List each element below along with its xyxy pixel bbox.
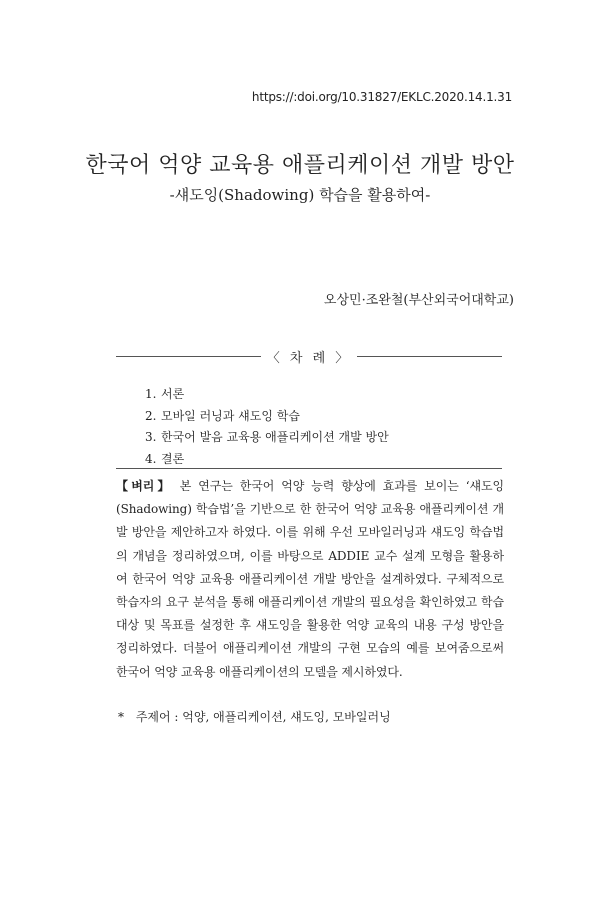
toc-list	[145, 384, 389, 470]
authors: 오상민·조완철(부산외국어대학교)	[323, 293, 514, 308]
toc-label: 〈 차 례 〉	[266, 351, 352, 366]
toc-item-text: 한국어 발음 교육용 애플리케이션 개발 방안	[161, 430, 389, 444]
doi-link[interactable]: https://:doi.org/10.31827/EKLC.2020.14.1.31	[251, 90, 512, 104]
paper-title: 한국어 억양 교육용 애플리케이션 개발 방안	[85, 153, 515, 178]
keywords-label: 주제어 :	[135, 710, 179, 724]
keywords-star: *	[118, 710, 124, 724]
toc-header	[116, 347, 502, 366]
toc-item-text: 모바일 러닝과 섀도잉 학습	[161, 408, 300, 423]
abstract-tag: 【벼리】	[116, 479, 173, 493]
toc-item	[145, 427, 389, 449]
toc-rule-left	[116, 356, 261, 357]
keywords	[118, 708, 391, 725]
toc-bottom-rule	[116, 468, 502, 469]
toc-rule-right	[357, 356, 502, 357]
toc-item-number: 2.	[145, 408, 157, 423]
paper-subtitle: -섀도잉(Shadowing) 학습을 활용하여-	[169, 186, 431, 204]
toc-item	[145, 384, 389, 406]
toc-item-number: 4.	[145, 451, 157, 466]
toc-item-text: 서론	[161, 387, 185, 401]
toc-item-number: 3.	[145, 430, 157, 444]
abstract	[116, 475, 504, 684]
abstract-body: 본 연구는 한국어 억양 능력 향상에 효과를 보이는 ‘섀도잉(Shadowing) 학습법’을 기반으로 한 한국어 억양 교육용 애플리케이션 개발 방안을 제안하고자 하였다. 이를 위해 우선 모바일러닝과 섀도잉 학습법의 개념을 정리하였으며, 이를 바탕으로 ADDIE 교수 설계 모형을 활용하여 한국어 억양 교육용 애플리케이션 개발 방안을 설계하였다. 구체적으로 학습자의 요구 분석을 통해 애플리케이션 개발의 필요성을 확인하였고 학습 대상 및 목표를 설정한 후 섀도잉을 활용한 억양 교육의 내용 구성 방안을 정리하였다. 더불어 애플리케이션 개발의 구현 모습의 예를 보여줌으로써 한국어 억양 교육용 애플리케이션의 모델을 제시하였다.	[116, 479, 504, 679]
toc-item-text: 결론	[161, 451, 185, 466]
keywords-values: 억양, 애플리케이션, 섀도잉, 모바일러닝	[182, 710, 391, 724]
toc-item	[145, 449, 389, 471]
toc-item-number: 1.	[145, 387, 157, 401]
toc-item	[145, 406, 389, 428]
